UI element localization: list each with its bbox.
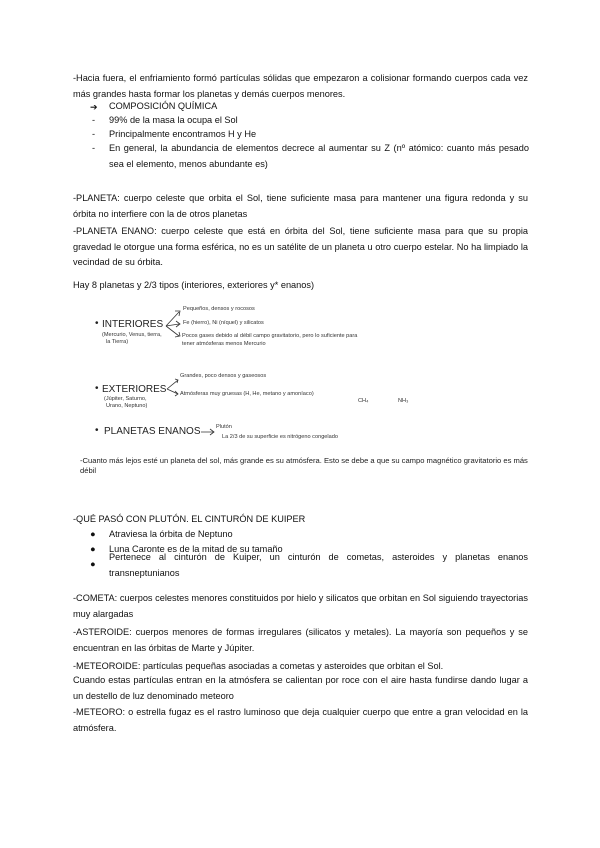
planeta-enano-definition: -PLANETA ENANO: cuerpo celeste que está en órbita del Sol, tiene suficiente masa para que su propia gravedad le otorgue una forma esférica, no es un satélite de un planeta u otro cuerpo estelar. No ha limpiado la vecindad de su órbita. [73, 226, 528, 267]
pluton-item-1: Atraviesa la órbita de Neptuno [109, 529, 233, 539]
pluton-heading: -QUÉ PASÓ CON PLUTÓN. EL CINTURÓN DE KUIPER [73, 514, 306, 524]
bullet-dot: ● [90, 559, 96, 569]
intro-paragraph: -Hacia fuera, el enfriamiento formó partículas sólidas que empezaron a colisionar formando cuerpos cada vez más grandes hasta formar los planetas y demás cuerpos menores. [73, 73, 528, 99]
bullet-dot: ● [90, 529, 96, 539]
exteriores-note-2: Atmósferas muy gruesas (H, He, metano y amoníaco) [180, 391, 314, 397]
planets-count-line: Hay 8 planetas y 2/3 tipos (interiores, exteriores y* enanos) [73, 280, 315, 290]
bullet-dot: • [95, 425, 99, 436]
pluton-item-2: Luna Caronte es de la mitad de su tamaño [109, 544, 283, 554]
branch-arrows-icon [164, 304, 184, 340]
interiores-title: INTERIORES [102, 319, 164, 330]
interiores-note-3: Pocos gases debido al débil campo gravitatorio, pero lo suficiente para [182, 333, 358, 339]
exteriores-note-ch4: CH₄ [358, 398, 369, 404]
enanos-note-1: Plutón [216, 424, 232, 430]
meteoroide-line-1: -METEOROIDE: partículas pequeñas asociadas a cometas y asteroides que orbitan el Sol. [73, 661, 444, 671]
interiores-sub-1: (Mercurio, Venus, tierra, [102, 332, 162, 338]
interiores-sub-2: la Tierra) [106, 339, 129, 345]
composicion-item-1: 99% de la masa la ocupa el Sol [109, 115, 238, 125]
arrow-right-icon [200, 428, 216, 436]
composicion-heading: COMPOSICIÓN QUÍMICA [109, 101, 218, 111]
exteriores-title: EXTERIORES [102, 384, 167, 395]
dash-bullet-3: - [92, 143, 96, 153]
planeta-definition: -PLANETA: cuerpo celeste que orbita el Sol, tiene suficiente masa para mantener una figura redonda y su órbita no interfiere con la de otros planetas [73, 193, 528, 219]
exteriores-sub-2: Urano, Neptuno) [106, 403, 148, 409]
composicion-item-2: Principalmente encontramos H y He [109, 129, 257, 139]
interiores-note-2: Fe (hierro), Ni (níquel) y silicatos [183, 320, 264, 326]
interiores-note-1: Pequeños, densos y rocosos [183, 306, 255, 312]
cometa-definition: -COMETA: cuerpos celestes menores constituidos por hielo y silicatos que orbitan en Sol siguiendo trayectorias muy alargadas [73, 593, 528, 619]
exteriores-note-1: Grandes, poco densos y gaseosos [180, 373, 267, 379]
bullet-dot: ● [90, 544, 96, 554]
arrow-right-icon: ➔ [90, 102, 98, 112]
exteriores-sub-1: (Júpiter, Saturno, [104, 396, 147, 402]
atmosfera-note: -Cuanto más lejos esté un planeta del sol, más grande es su atmósfera. Esto se debe a que su campo magnético gravitatorio es más débil [80, 456, 528, 475]
interiores-note-4: tener atmósferas menos Mercurio [182, 341, 266, 347]
composicion-item-3: En general, la abundancia de elementos decrece al aumentar su Z (nº atómico: cuanto más pesado sea el elemento, menos abundante es) [109, 143, 529, 169]
bullet-dot: • [95, 318, 99, 329]
exteriores-note-nh3: NH₃ [398, 398, 409, 404]
pluton-item-3: Pertenece al cinturón de Kuiper, un cinturón de cometas, asteroides y planetas enanos transneptunianos [109, 552, 528, 578]
dash-bullet-2: - [92, 129, 96, 139]
enanos-note-2: La 2/3 de su superficie es nitrógeno congelado [222, 434, 338, 440]
meteoro-definition: -METEORO: o estrella fugaz es el rastro luminoso que deja cualquier cuerpo que entre a gran velocidad en la atmósfera. [73, 707, 528, 733]
enanos-title: PLANETAS ENANOS [104, 426, 201, 437]
meteoroide-line-2: Cuando estas partículas entran en la atmósfera se calientan por roce con el aire hasta fundirse dando lugar a un destello de luz denominado meteoro [73, 675, 528, 701]
asteroide-definition: -ASTEROIDE: cuerpos menores de formas irregulares (silicatos y metales). La mayoría son pequeños y se encuentran en las órbitas de Marte y Júpiter. [73, 627, 528, 653]
dash-bullet-1: - [92, 115, 96, 125]
branch-arrows-icon [166, 377, 180, 399]
bullet-dot: • [95, 383, 99, 394]
